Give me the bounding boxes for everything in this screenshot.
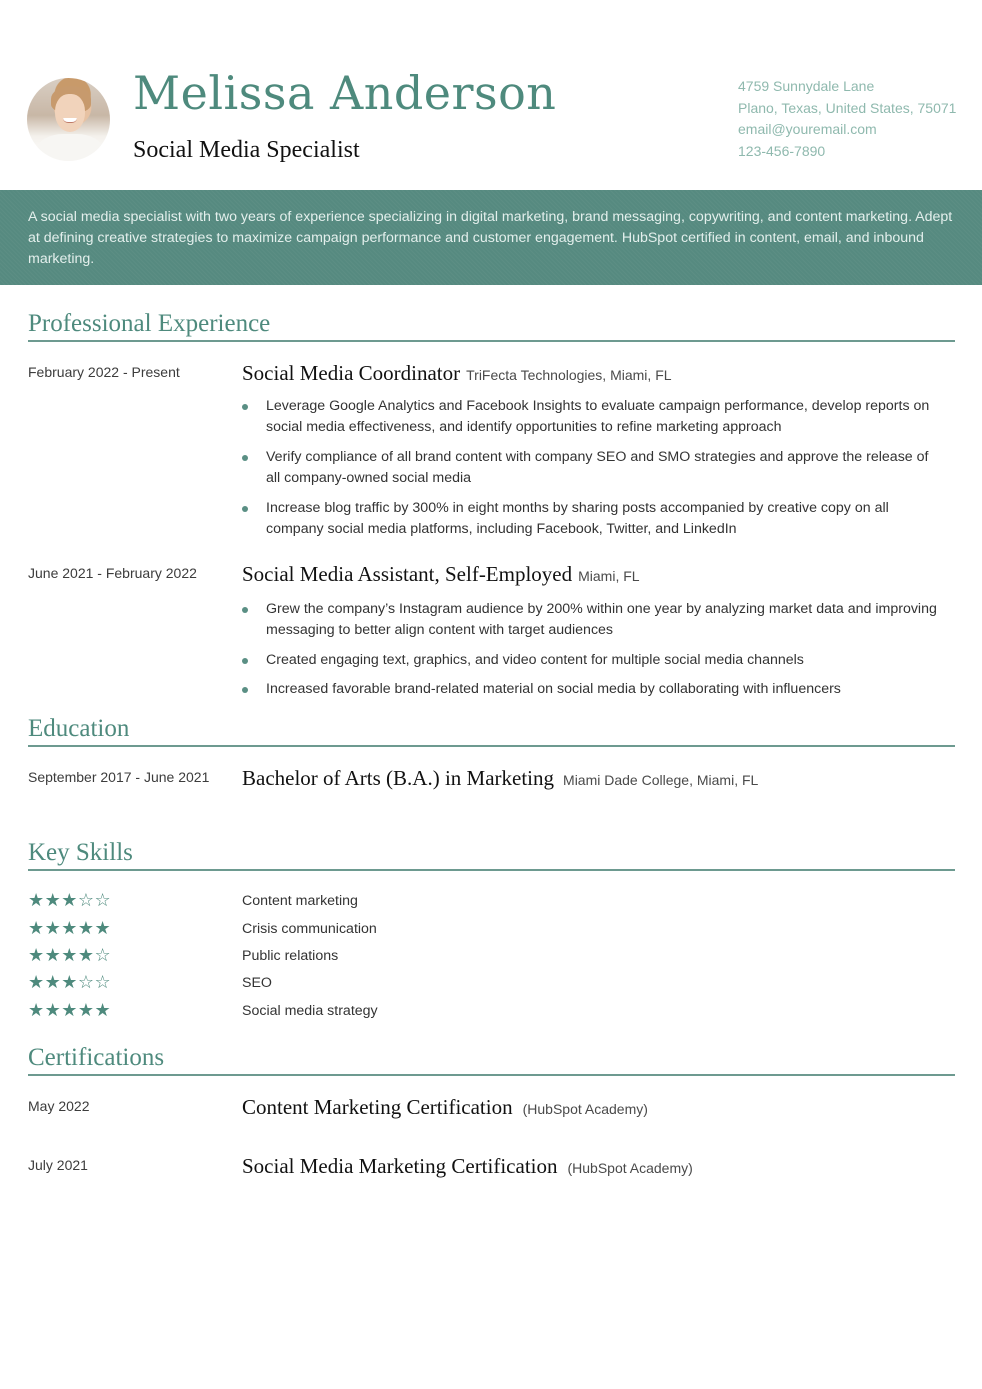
bullet-dot-icon xyxy=(242,404,248,410)
section-divider xyxy=(28,340,955,342)
skill-row xyxy=(28,1000,628,1024)
bullet-dot-icon xyxy=(242,506,248,512)
position-title: Social Media Assistant, Self-Employed xyxy=(242,562,573,586)
address-line-1: 4759 Sunnydale Lane xyxy=(738,78,875,94)
bullet-dot-icon xyxy=(242,607,248,613)
certification-name: Social Media Marketing Certification xyxy=(242,1154,558,1178)
skill-name: Content marketing xyxy=(242,893,358,909)
phone: 123-456-7890 xyxy=(738,142,826,159)
certification-title xyxy=(242,1095,648,1120)
bullet-item: Leverage Google Analytics and Facebook Insights to evaluate campaign performance, develop reports on social media effectiveness, and identify opportunities to refine marketing approach xyxy=(242,396,942,438)
certification-title xyxy=(242,1154,693,1179)
experience-dates: June 2021 - February 2022 xyxy=(28,565,197,581)
section-title-experience: Professional Experience xyxy=(28,310,271,337)
section-title-education: Education xyxy=(28,715,130,742)
experience-title xyxy=(242,562,640,587)
education-title xyxy=(242,766,758,791)
skill-name: Social media strategy xyxy=(242,1003,378,1019)
star-rating-icon: ★★★☆☆ xyxy=(28,972,112,992)
experience-bullets xyxy=(242,396,942,549)
section-divider xyxy=(28,745,955,747)
bullet-dot-icon xyxy=(242,658,248,664)
summary-banner xyxy=(0,190,982,285)
candidate-role: Social Media Specialist xyxy=(133,137,360,163)
bullet-item: Verify compliance of all brand content with company SEO and SMO strategies and approve the release of all company-owned social media xyxy=(242,447,942,489)
star-rating-icon: ★★★★★ xyxy=(28,1000,112,1020)
certification-issuer: (HubSpot Academy) xyxy=(567,1160,693,1176)
resume-header xyxy=(0,0,982,190)
photo-shirt xyxy=(37,134,103,161)
bullet-item: Increased favorable brand-related material on social media by collaborating with influencers xyxy=(242,679,942,700)
candidate-name: Melissa Anderson xyxy=(133,66,557,120)
experience-dates: February 2022 - Present xyxy=(28,364,180,380)
skill-row xyxy=(28,890,628,914)
address-line-2: Plano, Texas, United States, 75071 xyxy=(738,99,957,116)
bullet-item: Grew the company’s Instagram audience by 200% within one year by analyzing market data and improving messaging to better align content with target audiences xyxy=(242,599,942,641)
section-divider xyxy=(28,869,955,871)
certification-date: May 2022 xyxy=(28,1098,90,1114)
photo-face xyxy=(55,94,85,132)
skill-name: Crisis communication xyxy=(242,921,377,937)
contact-block xyxy=(738,76,956,162)
star-rating-icon: ★★★☆☆ xyxy=(28,890,112,910)
position-title: Social Media Coordinator xyxy=(242,361,461,385)
organization: Miami, FL xyxy=(578,568,640,584)
skill-row xyxy=(28,972,628,996)
certification-name: Content Marketing Certification xyxy=(242,1095,513,1119)
skill-name: Public relations xyxy=(242,948,339,964)
profile-photo xyxy=(27,78,110,161)
section-divider xyxy=(28,1074,955,1076)
experience-bullets xyxy=(242,599,942,709)
bullet-item: Created engaging text, graphics, and video content for multiple social media channels xyxy=(242,650,942,671)
summary-text: A social media specialist with two years of experience specializing in digital marketing, brand messaging, copywriting, and content marketing. Adept at defining creative strategies to maximize campaign performance and customer engagement. HubSpot certified in content, email, and inbound marketing. xyxy=(28,209,953,267)
degree: Bachelor of Arts (B.A.) in Marketing xyxy=(242,766,555,790)
bullet-dot-icon xyxy=(242,455,248,461)
section-title-certifications: Certifications xyxy=(28,1044,165,1071)
experience-title xyxy=(242,361,672,386)
skill-name: SEO xyxy=(242,975,272,991)
star-rating-icon: ★★★★★ xyxy=(28,918,112,938)
bullet-item: Increase blog traffic by 300% in eight months by sharing posts accompanied by creative copy on all company social media platforms, including Facebook, Twitter, and LinkedIn xyxy=(242,498,942,540)
certification-date: July 2021 xyxy=(28,1157,88,1173)
education-dates: September 2017 - June 2021 xyxy=(28,769,210,785)
organization: TriFecta Technologies, Miami, FL xyxy=(466,367,672,383)
bullet-dot-icon xyxy=(242,687,248,693)
school: Miami Dade College, Miami, FL xyxy=(563,772,759,788)
certification-issuer: (HubSpot Academy) xyxy=(522,1101,648,1117)
section-title-skills: Key Skills xyxy=(28,839,133,866)
email[interactable]: email@youremail.com xyxy=(738,121,877,137)
skill-row xyxy=(28,945,628,969)
star-rating-icon: ★★★★☆ xyxy=(28,945,112,965)
skill-row xyxy=(28,918,628,942)
